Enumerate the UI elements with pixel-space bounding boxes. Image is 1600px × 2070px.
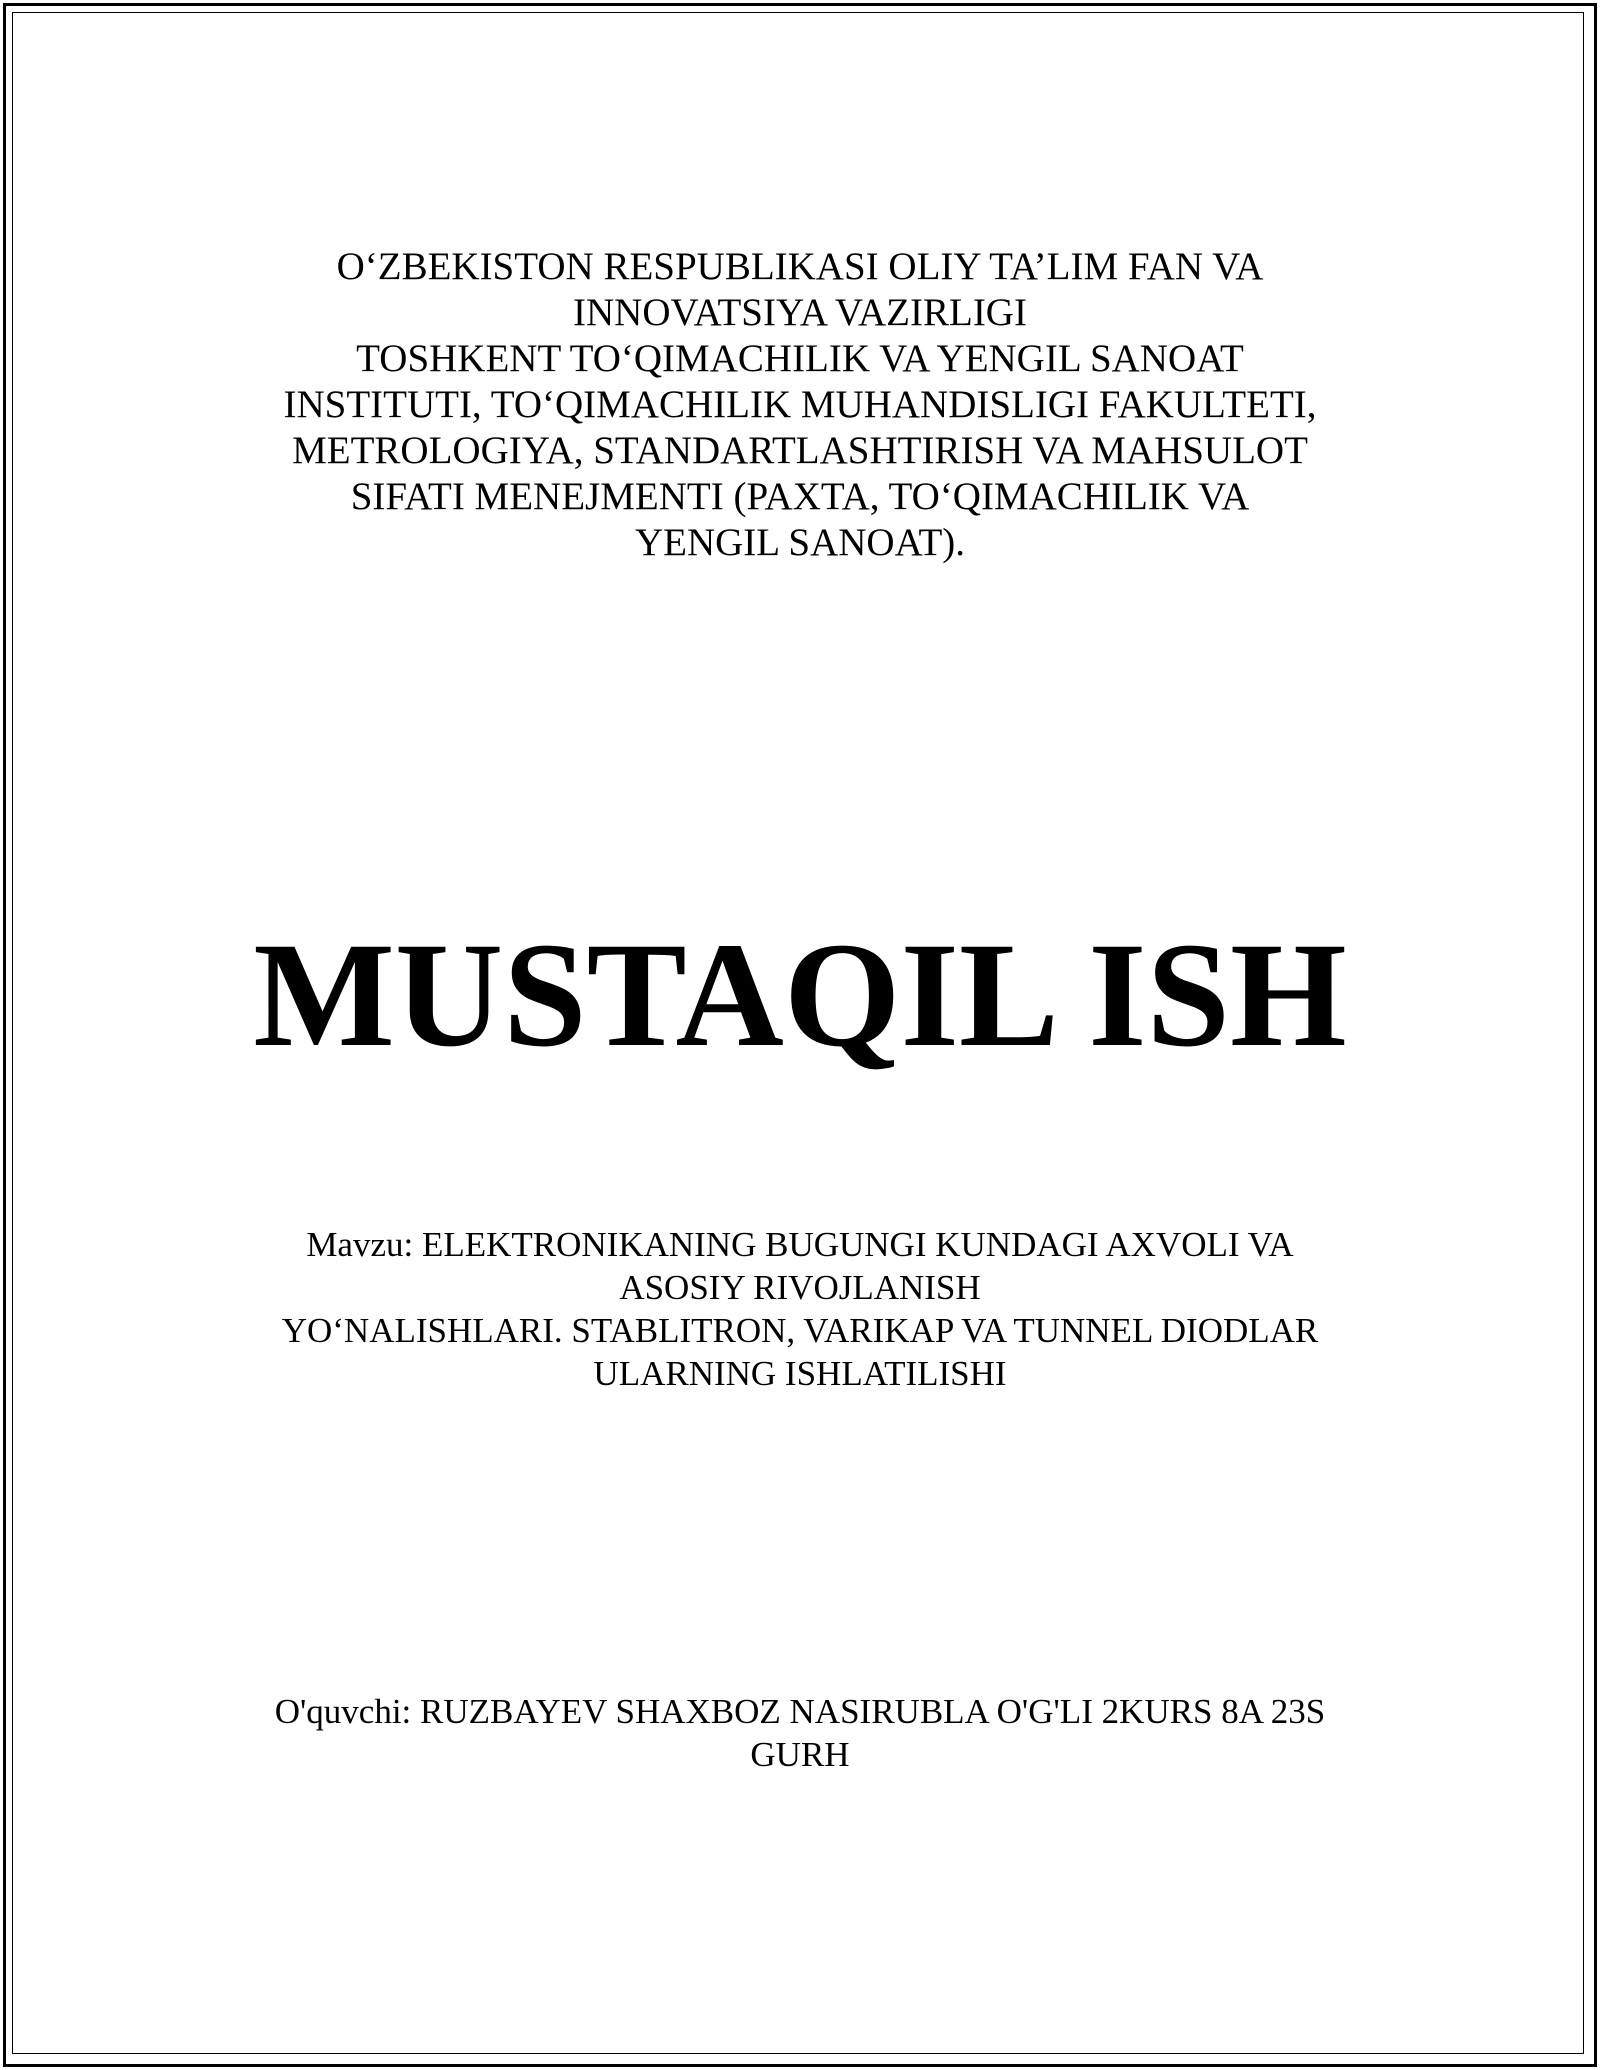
header-line: INNOVATSIYA VAZIRLIGI bbox=[573, 291, 1027, 334]
topic-line: ULARNING ISHLATILISHI bbox=[593, 1354, 1007, 1393]
topic-block bbox=[200, 1223, 1400, 1395]
topic-line: Mavzu: ELEKTRONIKANING BUGUNGI KUNDAGI AXVOLI VA bbox=[306, 1225, 1294, 1264]
header-line: METROLOGIYA, STANDARTLASHTIRISH VA MAHSULOT bbox=[292, 429, 1308, 472]
header-line: YENGIL SANOAT). bbox=[634, 521, 965, 564]
topic-line: YO‘NALISHLARI. STABLITRON, VARIKAP VA TUNNEL DIODLAR bbox=[281, 1311, 1319, 1350]
header-line: O‘ZBEKISTON RESPUBLIKASI OLIY TA’LIM FAN VA bbox=[336, 245, 1264, 288]
student-block bbox=[200, 1690, 1400, 1776]
title-text: MUSTAQIL ISH bbox=[253, 912, 1347, 1078]
institution-header bbox=[200, 244, 1400, 566]
student-line: GURH bbox=[750, 1735, 850, 1774]
header-line: TOSHKENT TO‘QIMACHILIK VA YENGIL SANOAT bbox=[356, 337, 1244, 380]
header-line: SIFATI MENEJMENTI (PAXTA, TO‘QIMACHILIK VA bbox=[350, 475, 1250, 518]
document-title bbox=[200, 910, 1400, 1080]
student-line: O'quvchi: RUZBAYEV SHAXBOZ NASIRUBLA O'G'LI 2KURS 8A 23S bbox=[274, 1692, 1326, 1731]
header-line: INSTITUTI, TO‘QIMACHILIK MUHANDISLIGI FAKULTETI, bbox=[283, 383, 1317, 426]
topic-line: ASOSIY RIVOJLANISH bbox=[619, 1268, 981, 1307]
